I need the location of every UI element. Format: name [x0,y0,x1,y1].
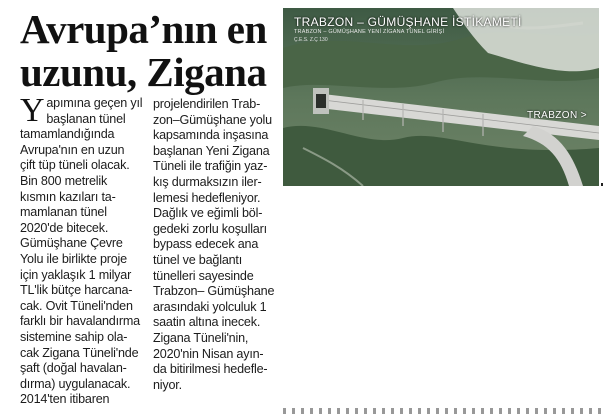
text-line: tünel ve bağlantı [153,252,243,267]
text-line: Bin 800 metrelik [20,173,108,188]
text-line: saatin altına inecek. [153,315,261,330]
text-line: niyor. [153,377,182,392]
text-line: Yolu ile birlikte proje [20,251,127,266]
text-line: cak Zigana Tüneli'nde [20,345,139,360]
text-line: apımına geçen yıl [46,96,143,110]
article-column-2 [153,97,275,393]
text-line: Avrupa'nın en uzun [20,142,125,157]
text-line: 2020'nin Nisan ayın- [153,346,264,361]
text-line: Zigana Tüneli'nin, [153,330,249,345]
text-line: Dağlık ve eğimli böl- [153,206,263,221]
text-line: çift tüp tüneli olacak. [20,158,130,173]
text-line: başlanan Yeni Zigana [153,143,270,158]
text-line: cak. Ovit Tüneli'nden [20,298,133,313]
cropped-text-strip [283,408,603,414]
text-line: da bitirilmesi hedefle- [153,362,268,377]
image-overlay-code: Ç.E.S. Z.Ç 130 [294,37,328,43]
text-line: bypass edecek ana [153,237,259,252]
text-line: gedeki zorlu koşulları [153,221,267,236]
text-line: şaft (doğal havalan- [20,361,127,376]
direction-label: TRABZON > [527,110,587,121]
text-line: mamlanan tünel [20,205,107,220]
text-line: kapsamında inşasına [153,128,269,143]
text-line: zon–Gümüşhane yolu [153,112,272,127]
text-line: Trabzon– Gümüşhane [153,284,275,299]
text-line: Tüneli ile trafiğin yaz- [153,159,268,174]
drop-cap: Y [20,92,45,129]
print-mark [601,183,603,186]
text-line: tünelleri sayesinde [153,268,254,283]
headline-line-1: Avrupa’nın en [20,6,267,52]
text-line: dırma) uygulanacak. [20,376,131,391]
article-paragraph-2 [153,97,275,393]
text-line: farklı bir havalandırma [20,314,140,329]
text-line: lemesi hedefleniyor. [153,190,261,205]
text-line: TL'lik bütçe harcana- [20,283,133,298]
image-overlay-title: TRABZON – GÜMÜŞHANE İSTİKAMETİ [294,15,522,29]
text-line: başlanan tünel [46,111,126,126]
headline [20,8,280,94]
text-line: kısmın kazıları ta- [20,189,116,204]
article-paragraph-1 [20,92,143,408]
text-line: 2020'de bitecek. [20,220,109,235]
tunnel-rendering-image [283,8,599,186]
image-overlay-subtitle: TRABZON – GÜMÜŞHANE YENİ ZİGANA TÜNEL GİRİŞİ [294,29,445,35]
tunnel-entrance [316,94,326,108]
text-line: Gümüşhane Çevre [20,236,123,251]
article-column-1 [20,92,143,408]
headline-line-2: uzunu, Zigana [20,49,267,95]
text-line: sistemine sahip ola- [20,329,128,344]
text-line: 2014'ten itibaren [20,392,110,407]
text-line: tamamlandığında [20,127,115,142]
text-line: arasındaki yolculuk 1 [153,299,267,314]
text-line: için yaklaşık 1 milyar [20,267,132,282]
text-line: kış durmaksızın iler- [153,174,262,189]
text-line: projelendirilen Trab- [153,97,261,111]
